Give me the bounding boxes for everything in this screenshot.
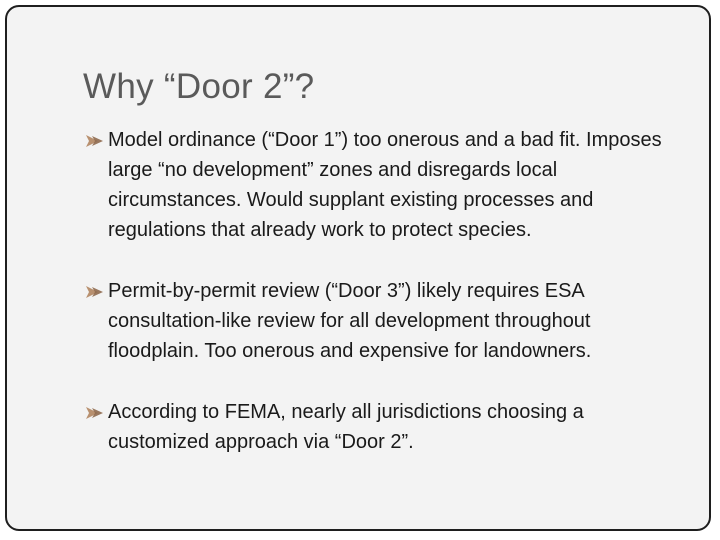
- bullet-text: Permit-by-permit review (“Door 3”) likely requires ESA consultation-like review for all development throughout floodplain. Too onerous and expensive for landowners.: [108, 280, 592, 362]
- bullet-arrow-icon: [85, 406, 105, 420]
- bullet-item: [85, 397, 685, 457]
- bullet-arrow-icon: [85, 134, 105, 148]
- bullet-text: According to FEMA, nearly all jurisdictions choosing a customized approach via “Door 2”.: [108, 401, 584, 453]
- bullet-item: [85, 125, 685, 245]
- bullet-list: [85, 125, 685, 457]
- bullet-item: [85, 276, 685, 366]
- bullet-arrow-icon: [85, 285, 105, 299]
- slide: [5, 5, 711, 531]
- bullet-text: Model ordinance (“Door 1”) too onerous and a bad fit. Imposes large “no development” zones and disregards local circumstances. Would supplant existing processes and regulations that already work to protect species.: [108, 129, 662, 241]
- slide-title: Why “Door 2”?: [83, 67, 315, 106]
